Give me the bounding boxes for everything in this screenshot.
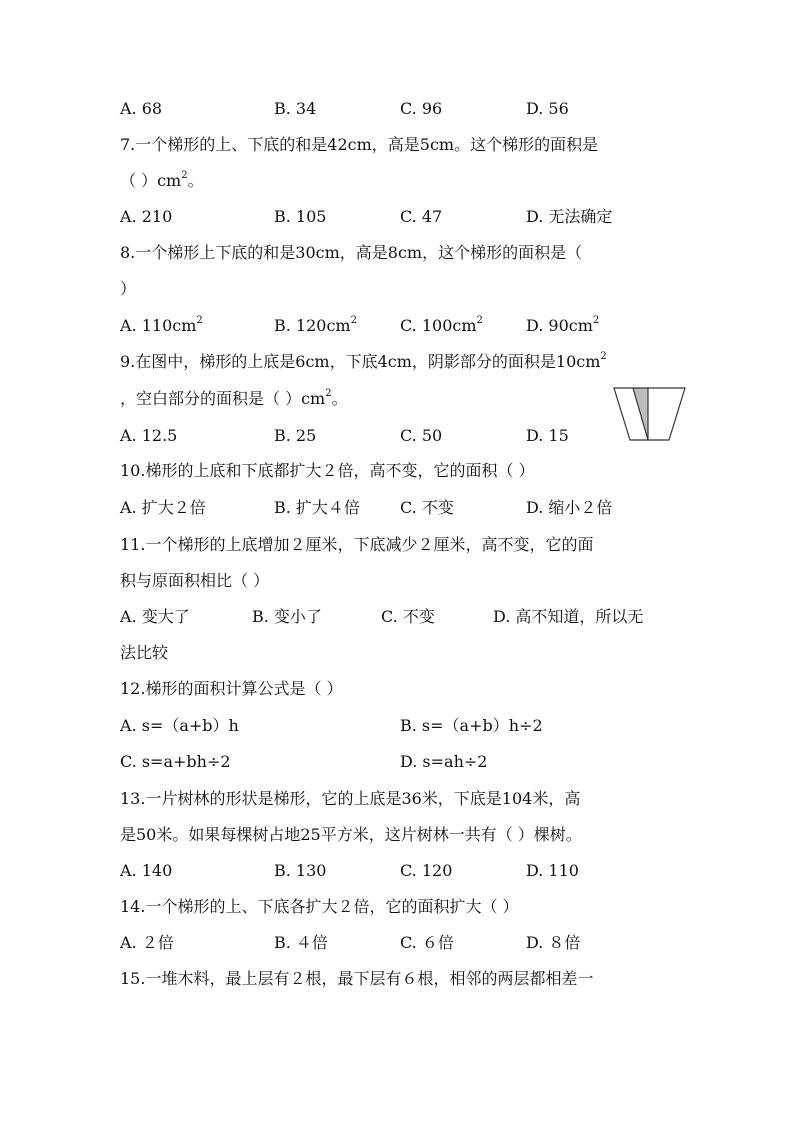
q8-option-b-sup: 2 (350, 314, 357, 326)
q13-option-c: C. 120 (400, 861, 453, 880)
q14-option-d: D. ８倍 (526, 933, 581, 952)
q14-option-b: B. ４倍 (274, 933, 328, 952)
q9-text (120, 352, 607, 372)
q8-option-a (120, 316, 203, 336)
q14-text: 14.一个梯形的上、下底各扩大２倍，它的面积扩大（ ） (120, 897, 519, 916)
q10-option-d: D. 缩小２倍 (526, 498, 613, 517)
q11-option-b: B. 变小了 (252, 607, 322, 626)
q11-option-c: C. 不变 (381, 607, 435, 626)
q14-option-a: A. ２倍 (120, 933, 174, 952)
q6-option-d: D. 56 (526, 99, 569, 118)
q8-option-a-text: A. 110cm (120, 316, 197, 335)
q13-option-a: A. 140 (120, 861, 173, 880)
q7-period: 。 (187, 171, 204, 190)
q8-option-b-text: B. 120cm (274, 316, 351, 335)
q11-text-cont: 积与原面积相比（ ） (120, 571, 270, 590)
q15-text: 15.一堆木料，最上层有２根，最下层有６根，相邻的两层都相差一 (120, 969, 594, 988)
q13-text: 13.一片树林的形状是梯形，它的上底是36米，下底是104米，高 (120, 789, 581, 808)
q7-blank-unit: （ ）cm (120, 171, 182, 190)
q8-text: 8.一个梯形上下底的和是30cm，高是8cm，这个梯形的面积是（ (120, 243, 583, 262)
q8-option-d (526, 316, 599, 336)
q12-option-a: A. s=（a+b）h (120, 716, 239, 735)
q9-sup-1: 2 (600, 350, 607, 362)
q12-option-c: C. s=a+bh÷2 (120, 752, 231, 771)
q13-option-b: B. 130 (274, 861, 327, 880)
trapezoid-figure (613, 387, 687, 442)
q10-option-c: C. 不变 (400, 498, 454, 517)
q7-option-b: B. 105 (274, 207, 327, 226)
q7-text: 7.一个梯形的上、下底的和是42cm，高是5cm。这个梯形的面积是 (120, 135, 599, 154)
q12-text: 12.梯形的面积计算公式是（ ） (120, 679, 343, 698)
q10-option-a: A. 扩大２倍 (120, 498, 206, 517)
q7-text-cont (120, 171, 204, 191)
q14-option-c: C. ６倍 (400, 933, 454, 952)
q10-text: 10.梯形的上底和下底都扩大２倍，高不变，它的面积（ ） (120, 461, 535, 480)
q9-text-cont (120, 389, 348, 409)
q11-text: 11.一个梯形的上底增加２厘米，下底减少２厘米，高不变，它的面 (120, 535, 594, 554)
q6-option-b: B. 34 (274, 99, 317, 118)
trapezoid-outline (614, 388, 685, 440)
q8-option-c-text: C. 100cm (400, 316, 477, 335)
q6-option-c: C. 96 (400, 99, 443, 118)
q8-text-cont: ） (120, 279, 137, 298)
q7-option-c: C. 47 (400, 207, 443, 226)
q9-sup-2: 2 (325, 387, 332, 399)
q10-option-b: B. 扩大４倍 (274, 498, 360, 517)
q8-option-d-sup: 2 (592, 314, 600, 326)
q7-sup: 2 (181, 169, 188, 181)
q9-text-main: 9.在图中，梯形的上底是6cm，下底4cm，阴影部分的面积是10cm (120, 352, 601, 371)
q12-option-d: D. s=ah÷2 (400, 752, 488, 771)
q9-option-b: B. 25 (274, 426, 317, 445)
q11-option-d-cont: 法比较 (120, 643, 169, 662)
q8-option-d-text: D. 90cm (526, 316, 593, 335)
q9-period: 。 (331, 389, 348, 408)
q7-option-d: D. 无法确定 (526, 207, 613, 226)
q9-text-cont-main: ，空白部分的面积是（ ）cm (120, 389, 326, 408)
q11-option-d: D. 高不知道，所以无 (493, 607, 644, 626)
q8-option-a-sup: 2 (196, 314, 203, 326)
q13-option-d: D. 110 (526, 861, 579, 880)
q6-option-a: A. 68 (120, 99, 163, 118)
q12-option-b: B. s=（a+b）h÷2 (400, 716, 543, 735)
q7-option-a: A. 210 (120, 207, 173, 226)
q9-option-d: D. 15 (526, 426, 569, 445)
q8-option-b (274, 316, 357, 336)
q9-option-c: C. 50 (400, 426, 443, 445)
q8-option-c (400, 316, 483, 336)
q8-option-c-sup: 2 (476, 314, 483, 326)
q9-option-a: A. 12.5 (120, 426, 178, 445)
q13-text-cont: 是50米。如果每棵树占地25平方米，这片树林一共有（ ）棵树。 (120, 825, 582, 844)
q11-option-a: A. 变大了 (120, 607, 190, 626)
